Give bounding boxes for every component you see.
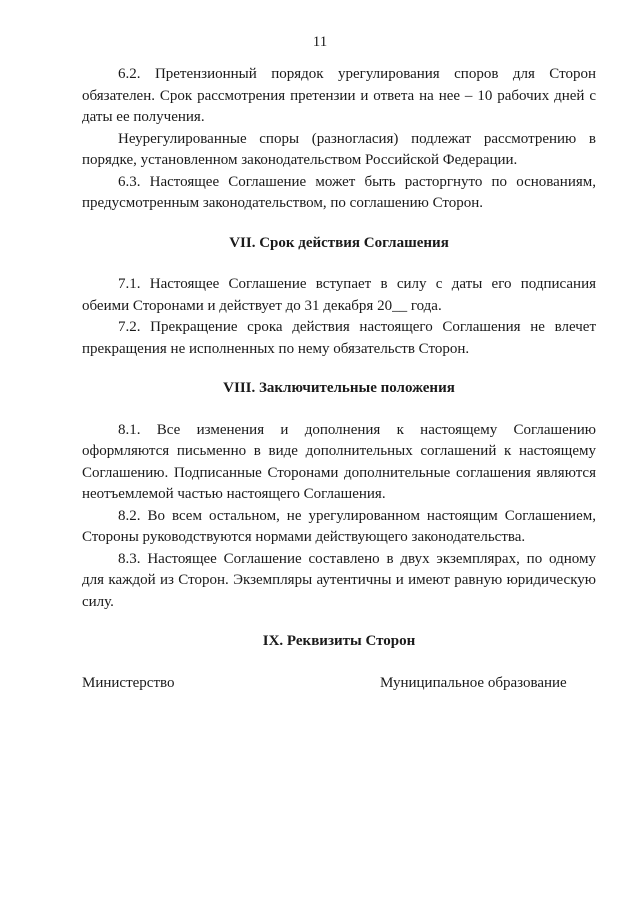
paragraph-8-1: 8.1. Все изменения и дополнения к настоящему Соглашению оформляются письменно в виде дополнительных соглашений к настоящему Соглашению. Подписанные Сторонами дополнительные соглашения являются неотъемлемой частью настоящего Соглашения. xyxy=(82,421,596,502)
party-signatures xyxy=(82,673,596,697)
section-heading-8: VIII. Заключительные положения xyxy=(223,380,455,396)
page-number: 11 xyxy=(312,34,328,50)
party-municipality-label: Муниципальное образование xyxy=(380,674,567,691)
paragraph-7-2: 7.2. Прекращение срока действия настоящего Соглашения не влечет прекращения не исполненных по нему обязательств Сторон. xyxy=(82,319,596,357)
section-heading-9: IX. Реквизиты Сторон xyxy=(262,633,416,649)
section-heading-7: VII. Срок действия Соглашения xyxy=(229,234,449,251)
paragraph-8-3: 8.3. Настоящее Соглашение составлено в двух экземплярах, по одному для каждой из Сторон. Экземпляры аутентичны и имеют равную юридическую силу. xyxy=(82,550,596,610)
paragraph-8-2: 8.2. Во всем остальном, не урегулированном настоящим Соглашением, Стороны руководствуются нормами действующего законодательства. xyxy=(82,507,596,545)
paragraph-6-2: 6.2. Претензионный порядок урегулирования споров для Сторон обязателен. Срок рассмотрения претензии и ответа на нее – 10 рабочих дней с даты ее получения. xyxy=(82,66,596,125)
paragraph-7-1: 7.1. Настоящее Соглашение вступает в силу с даты его подписания обеими Сторонами и действует до 31 декабря 20__ года. xyxy=(82,276,596,314)
paragraph-6-3: 6.3. Настоящее Соглашение может быть расторгнуто по основаниям, предусмотренным законодательством, по соглашению Сторон. xyxy=(82,173,596,211)
document-body xyxy=(82,64,596,697)
party-ministry-label: Министерство xyxy=(82,674,175,691)
paragraph-6-2-disputes: Неурегулированные споры (разногласия) подлежат рассмотрению в порядке, установленном законодательством Российской Федерации. xyxy=(82,130,596,168)
